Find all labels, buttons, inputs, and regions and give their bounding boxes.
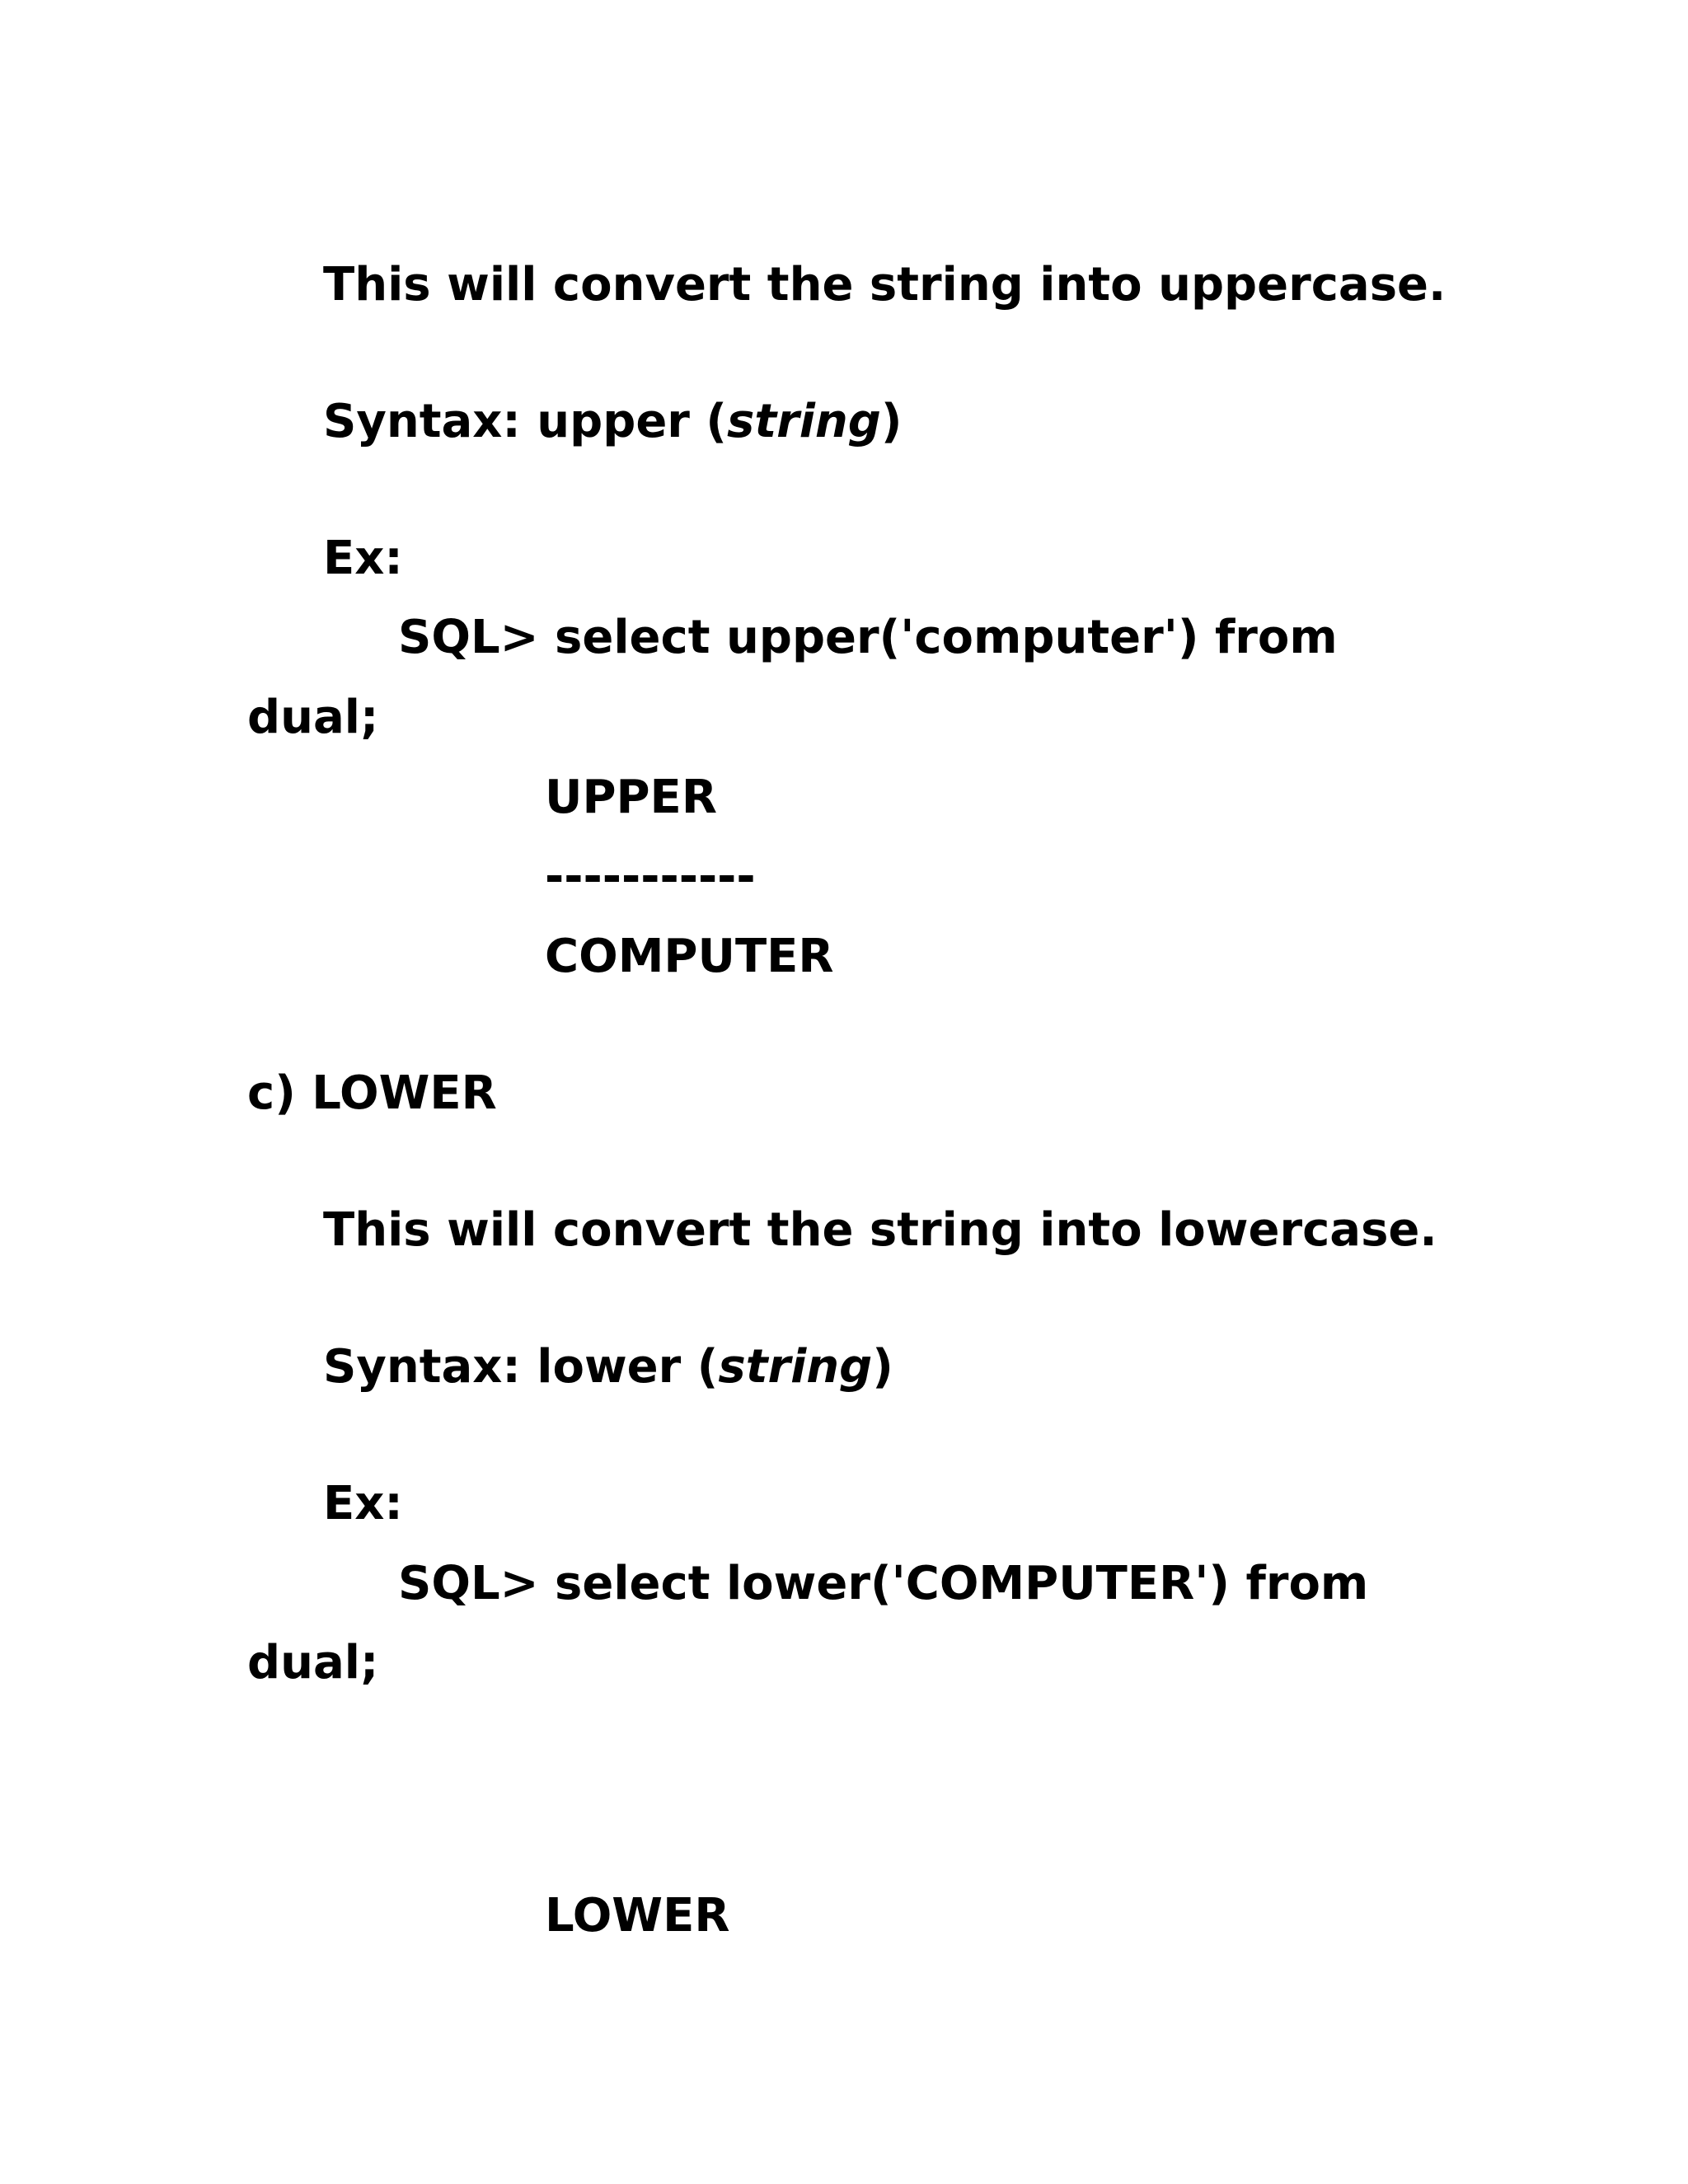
lower-sql-line1: SQL> select lower('COMPUTER') from [398,1557,1369,1610]
upper-syntax-arg: string [727,395,881,448]
upper-syntax-close: ) [880,395,903,448]
upper-syntax [323,395,903,448]
upper-result-separator: ----------- [545,850,756,903]
upper-description: This will convert the string into uppercase. [323,258,1447,312]
lower-sql-line2: dual; [247,1636,379,1690]
lower-syntax-close: ) [872,1340,893,1394]
upper-ex-label: Ex: [323,532,403,585]
lower-syntax [323,1340,893,1394]
lower-result-header: LOWER [545,1889,730,1943]
upper-result-value: COMPUTER [545,930,834,983]
upper-syntax-label: Syntax: upper ( [323,395,727,448]
lower-syntax-label: Syntax: lower ( [323,1340,719,1394]
upper-sql-line2: dual; [247,691,379,744]
lower-description: This will convert the string into lowercase. [323,1203,1437,1257]
upper-result-header: UPPER [545,771,717,824]
lower-ex-label: Ex: [323,1477,403,1530]
lower-heading: c) LOWER [247,1066,497,1120]
upper-sql-line1: SQL> select upper('computer') from [398,611,1338,664]
lower-syntax-arg: string [718,1340,873,1394]
